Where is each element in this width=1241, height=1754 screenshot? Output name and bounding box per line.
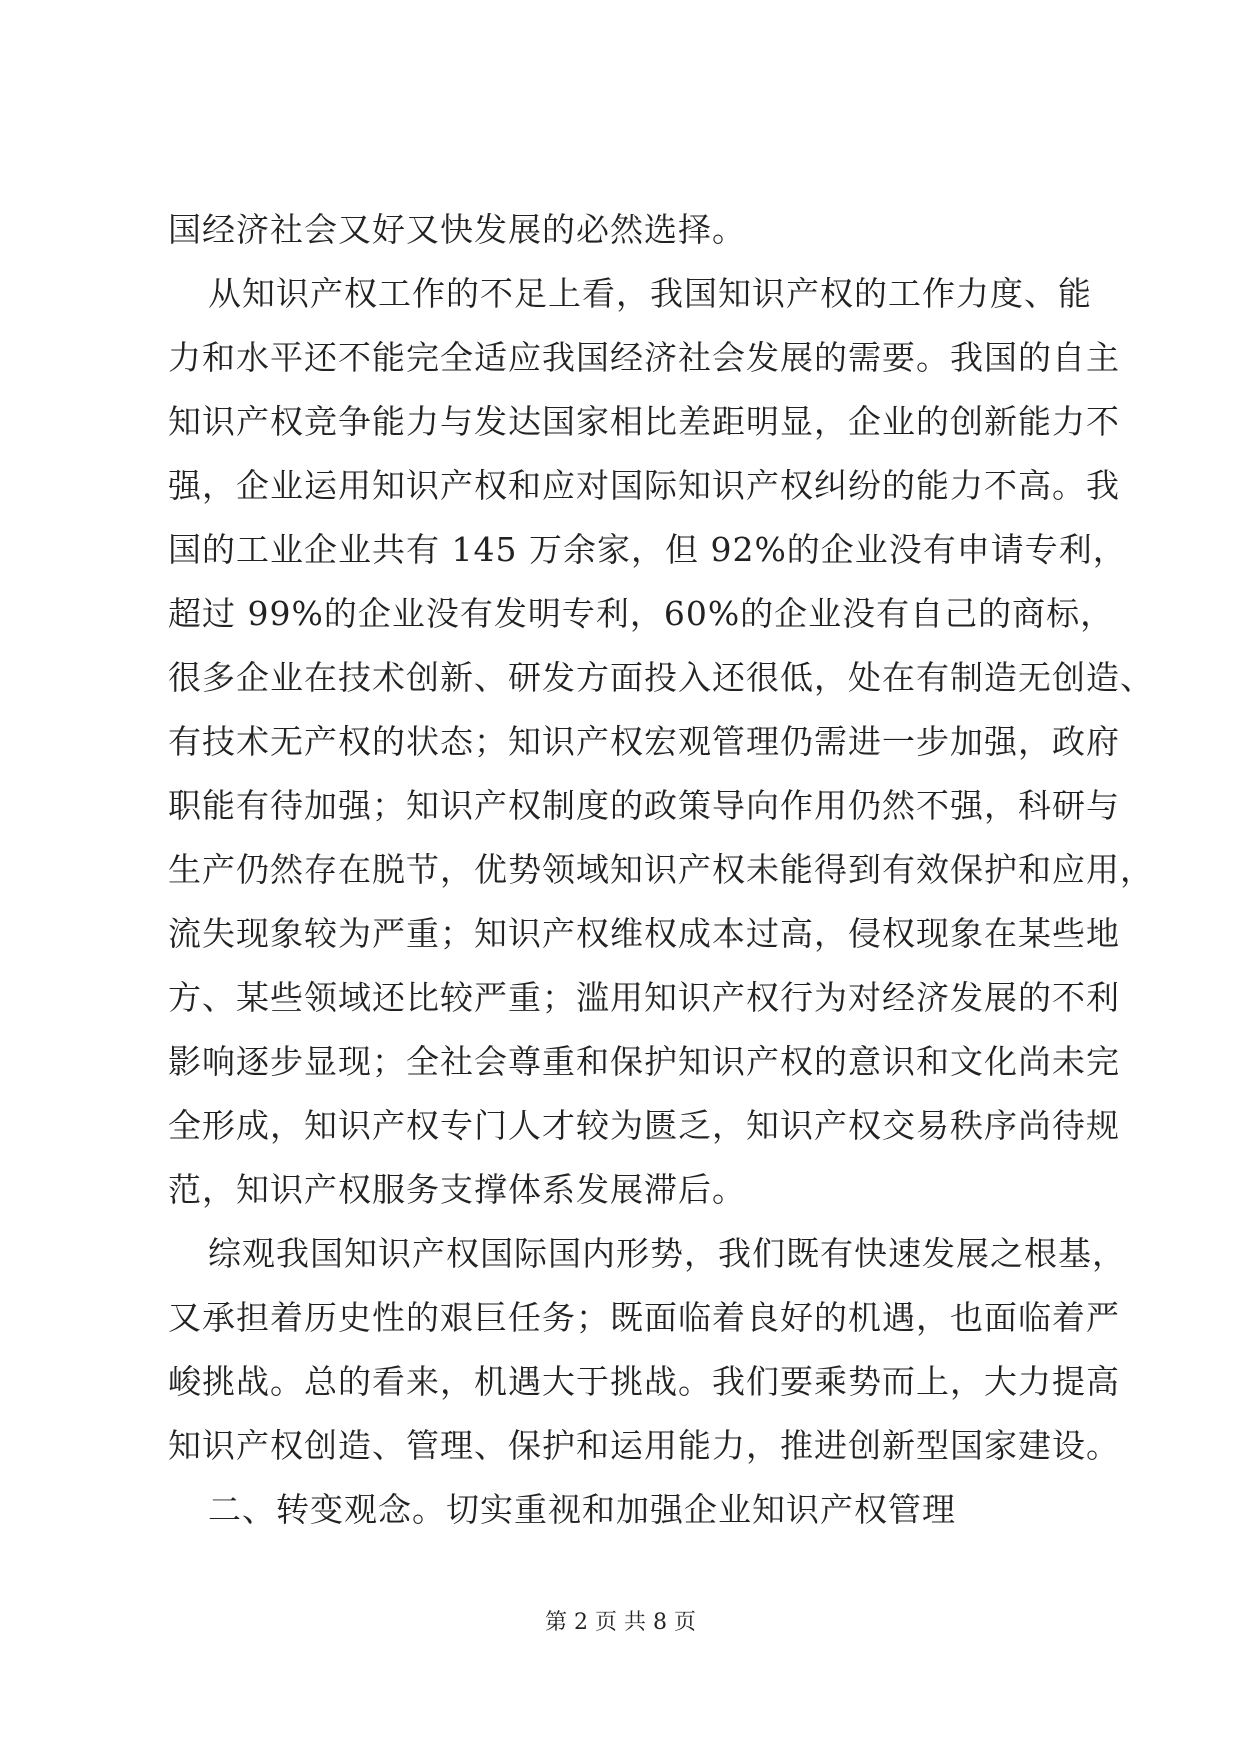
text-line: 峻挑战。总的看来，机遇大于挑战。我们要乘势而上，大力提高 [168,1362,1120,1401]
text-line: 影响逐步显现；全社会尊重和保护知识产权的意识和文化尚未完 [168,1042,1120,1081]
text-line: 国经济社会又好又快发展的必然选择。 [168,210,746,249]
text-line: 全形成，知识产权专门人才较为匮乏，知识产权交易秩序尚待规 [168,1106,1120,1145]
text-line: 范，知识产权服务支撑体系发展滞后。 [168,1170,746,1209]
text-line: 职能有待加强；知识产权制度的政策导向作用仍然不强，科研与 [168,786,1120,825]
text-line: 国的工业企业共有 145 万余家，但 92%的企业没有申请专利， [168,530,1127,569]
section-heading: 二、转变观念。切实重视和加强企业知识产权管理 [208,1490,956,1529]
text-line: 很多企业在技术创新、研发方面投入还很低，处在有制造无创造、 [168,658,1154,697]
page-number-footer: 第 2 页 共 8 页 [545,1610,696,1635]
text-line: 流失现象较为严重；知识产权维权成本过高，侵权现象在某些地 [168,914,1120,953]
paragraph-first-line: 从知识产权工作的不足上看，我国知识产权的工作力度、能 [208,274,1092,313]
text-line: 知识产权竞争能力与发达国家相比差距明显，企业的创新能力不 [168,402,1120,441]
paragraph-first-line: 综观我国知识产权国际国内形势，我们既有快速发展之根基， [208,1234,1126,1273]
text-line: 力和水平还不能完全适应我国经济社会发展的需要。我国的自主 [168,338,1120,377]
text-line: 强，企业运用知识产权和应对国际知识产权纠纷的能力不高。我 [168,466,1120,505]
text-line: 有技术无产权的状态；知识产权宏观管理仍需进一步加强，政府 [168,722,1120,761]
text-line: 知识产权创造、管理、保护和运用能力，推进创新型国家建设。 [168,1426,1120,1465]
text-line: 方、某些领域还比较严重；滥用知识产权行为对经济发展的不利 [168,978,1120,1017]
text-line: 又承担着历史性的艰巨任务；既面临着良好的机遇，也面临着严 [168,1298,1120,1337]
text-line: 超过 99%的企业没有发明专利，60%的企业没有自己的商标， [168,594,1115,633]
text-line: 生产仍然存在脱节，优势领域知识产权未能得到有效保护和应用， [168,850,1154,889]
